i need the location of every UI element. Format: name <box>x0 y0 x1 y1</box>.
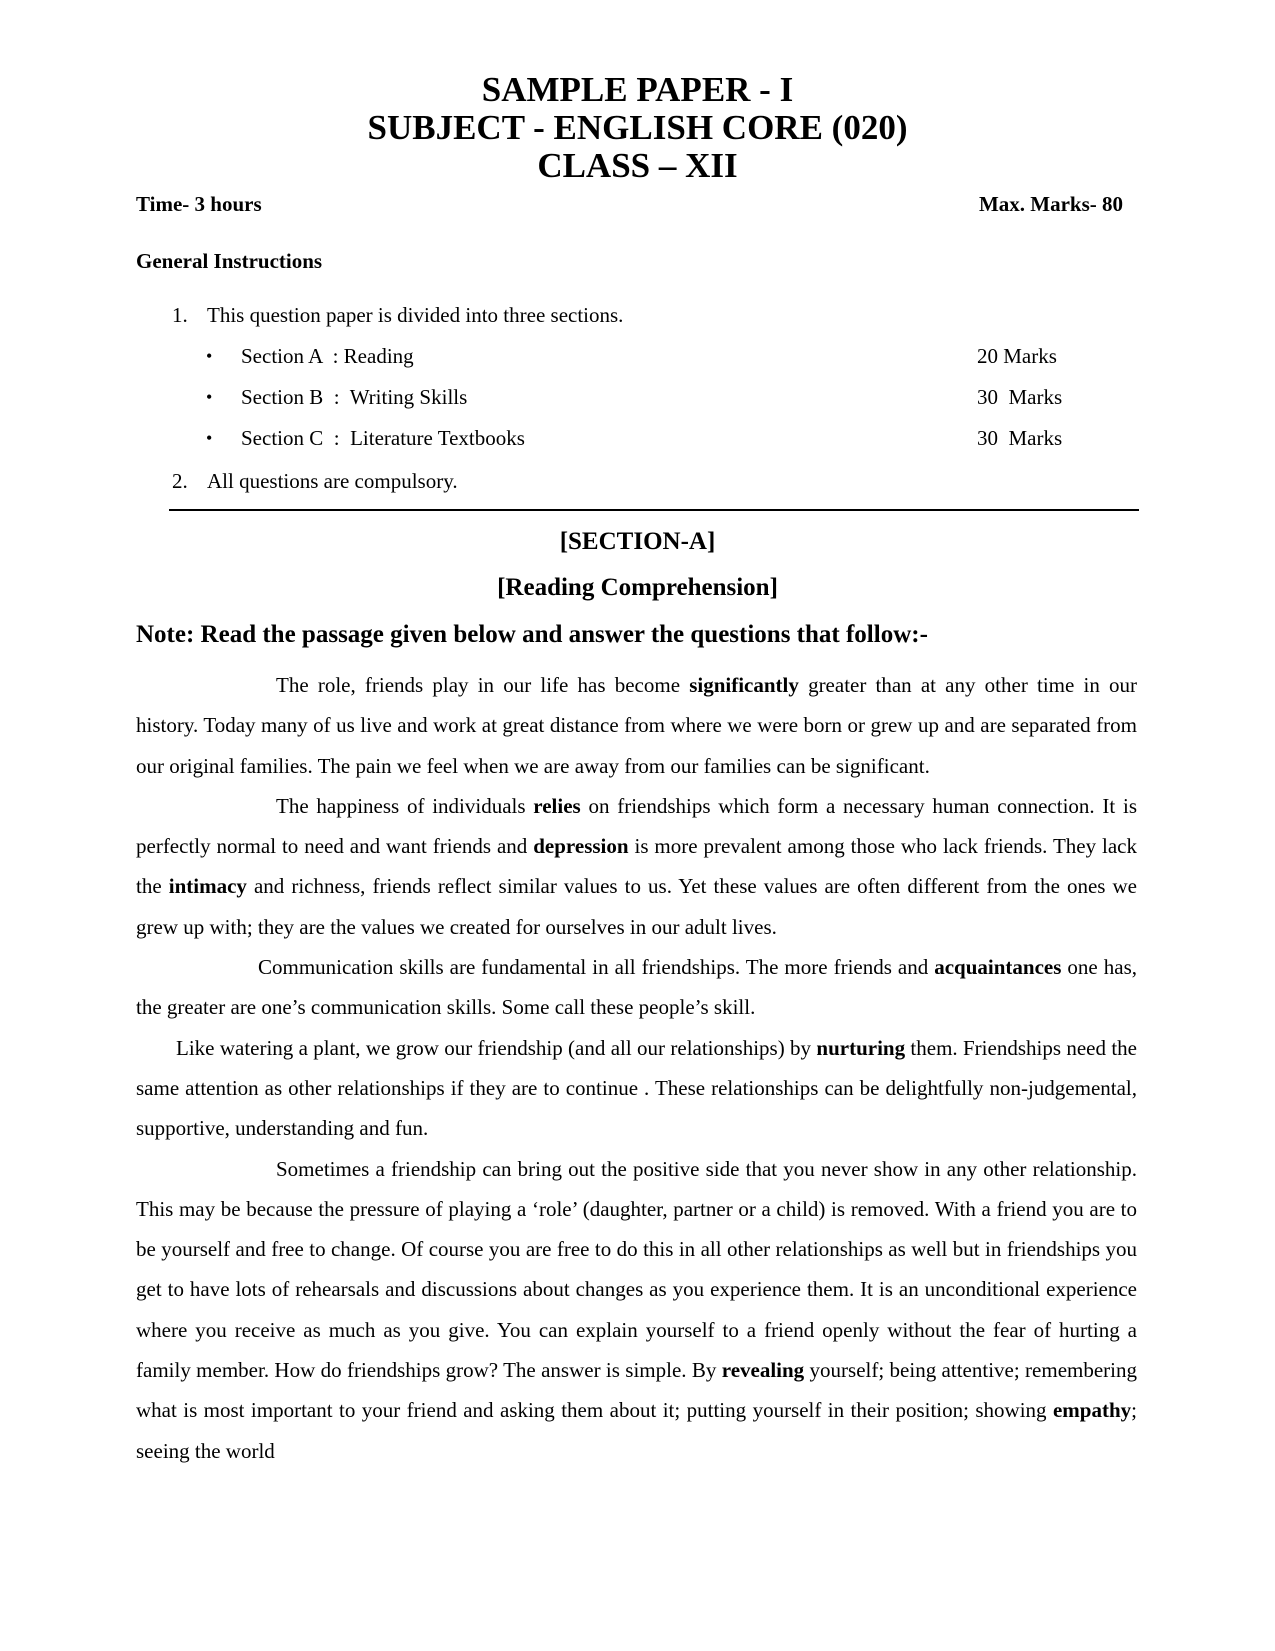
passage-note: Note: Read the passage given below and answer the questions that follow:- <box>136 621 928 648</box>
passage-paragraph-2: The happiness of individuals relies on friendships which form a necessary human connection. It is perfectly normal to need and want friends and depression is more prevalent among those who lack friends. They lack the intimacy and richness, friends reflect similar values to us. Yet these values are often different from the ones we grew up with; they are the values we created for ourselves in our adult lives. <box>136 793 1138 939</box>
instruction-number: 1. <box>172 303 188 327</box>
instruction-text: All questions are compulsory. <box>207 469 458 493</box>
horizontal-divider <box>169 509 1139 511</box>
section-marks: 30 Marks <box>977 426 1063 450</box>
general-instructions-heading: General Instructions <box>136 249 323 273</box>
instruction-number: 2. <box>172 469 188 493</box>
section-label: Section A : Reading <box>241 344 414 368</box>
section-marks: 30 Marks <box>977 385 1063 409</box>
bullet-icon: • <box>206 346 213 366</box>
bullet-icon: • <box>206 387 213 407</box>
subject-title: SUBJECT - ENGLISH CORE (020) <box>367 108 908 147</box>
passage-paragraph-3: Communication skills are fundamental in all friendships. The more friends and acquaintances one has, the greater are one’s communication skills. Some call these people’s skill. <box>136 955 1137 1020</box>
max-marks: Max. Marks- 80 <box>978 192 1123 216</box>
section-label: Section C : Literature Textbooks <box>241 426 525 450</box>
passage-paragraph-4: Like watering a plant, we grow our friendship (and all our relationships) by nurturing them. Friendships need the same attention as other relationships if they are to continue . These relationships can be delightfully non-judgemental, supportive, understanding and fun. <box>136 1035 1137 1141</box>
reading-passage <box>136 665 1137 1471</box>
bullet-icon: • <box>206 428 213 448</box>
passage-paragraph-1: The role, friends play in our life has become significantly greater than at any other time in our history. Today many of us live and work at great distance from where we were born or grew up and are separated from our original families. The pain we feel when we are away from our families can be significant. <box>136 673 1138 778</box>
instruction-text: This question paper is divided into three sections. <box>207 303 624 327</box>
passage-paragraph-5: Sometimes a friendship can bring out the positive side that you never show in any other relationship. This may be because the pressure of playing a ‘role’ (daughter, partner or a child) is removed. With a friend you are to be yourself and free to change. Of course you are free to do this in all other relationships as well but in friendships you get to have lots of rehearsals and discussions about changes as you experience them. It is an unconditional experience where you receive as much as you give. You can explain yourself to a friend openly without the fear of hurting a family member. How do friendships grow? The answer is simple. By revealing yourself; being attentive; remembering what is most important to your friend and asking them about it; putting yourself in their position; showing empathy; seeing the world <box>136 1156 1137 1463</box>
section-a-heading: [SECTION-A] <box>559 528 716 555</box>
paper-title: SAMPLE PAPER - I <box>481 70 794 109</box>
section-label: Section B : Writing Skills <box>241 385 468 409</box>
section-a-subheading: [Reading Comprehension] <box>497 574 778 601</box>
class-title: CLASS – XII <box>537 146 738 185</box>
section-marks: 20 Marks <box>977 344 1057 368</box>
time-allowed: Time- 3 hours <box>136 192 262 216</box>
